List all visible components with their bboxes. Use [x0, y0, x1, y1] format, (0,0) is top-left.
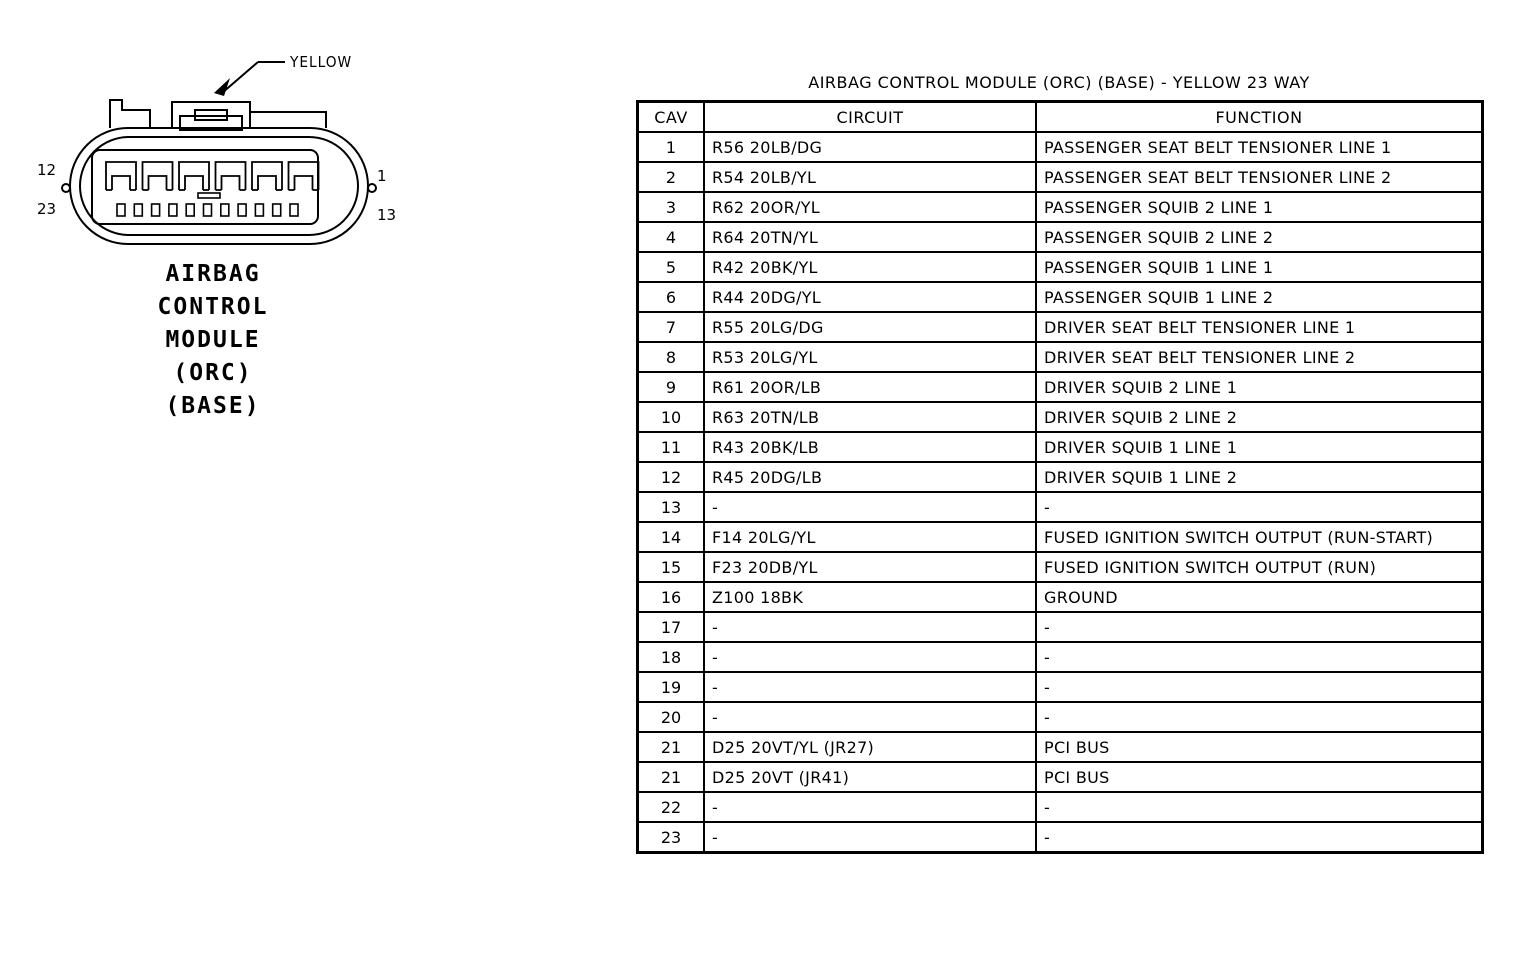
cell-function: PASSENGER SEAT BELT TENSIONER LINE 1 [1036, 132, 1482, 162]
cell-function: PASSENGER SQUIB 1 LINE 2 [1036, 282, 1482, 312]
top-cavity [216, 162, 246, 190]
bottom-cavity [204, 204, 212, 216]
callout-arrow-line [222, 62, 258, 93]
table-row [638, 822, 1482, 852]
top-cavity [252, 162, 282, 190]
module-name-line: AIRBAG [165, 261, 261, 287]
table-row [638, 192, 1482, 222]
housing-outer [70, 128, 368, 244]
table-row [638, 702, 1482, 732]
cell-circuit: R64 20TN/YL [704, 222, 1036, 252]
cell-circuit: R53 20LG/YL [704, 342, 1036, 372]
cell-circuit: R62 20OR/YL [704, 192, 1036, 222]
callout-label: YELLOW [290, 53, 353, 71]
cell-function: PASSENGER SQUIB 2 LINE 1 [1036, 192, 1482, 222]
cell-cav: 8 [638, 342, 704, 372]
cell-circuit: - [704, 792, 1036, 822]
table-row [638, 372, 1482, 402]
pin-label-1: 1 [377, 167, 387, 185]
table-row [638, 762, 1482, 792]
cell-function: DRIVER SQUIB 2 LINE 2 [1036, 402, 1482, 432]
cell-cav: 3 [638, 192, 704, 222]
bottom-cavity [255, 204, 263, 216]
top-cavity [179, 162, 209, 190]
table-row [638, 732, 1482, 762]
table-row [638, 612, 1482, 642]
table-header-row [638, 102, 1482, 132]
table-row [638, 792, 1482, 822]
cell-function: - [1036, 492, 1482, 522]
table-row [638, 522, 1482, 552]
table-row [638, 432, 1482, 462]
bottom-cavity [290, 204, 298, 216]
cell-cav: 18 [638, 642, 704, 672]
pin-label-13: 13 [377, 206, 397, 224]
cell-circuit: F23 20DB/YL [704, 552, 1036, 582]
table-row [638, 552, 1482, 582]
bottom-cavity [117, 204, 125, 216]
cell-circuit: R42 20BK/YL [704, 252, 1036, 282]
cell-function: - [1036, 672, 1482, 702]
header-cav: CAV [638, 102, 704, 132]
cell-circuit: - [704, 612, 1036, 642]
cell-cav: 4 [638, 222, 704, 252]
table-row [638, 582, 1482, 612]
cell-function: PASSENGER SQUIB 1 LINE 1 [1036, 252, 1482, 282]
housing-right-ledge [250, 112, 326, 128]
right-nub [368, 184, 376, 192]
left-nub [62, 184, 70, 192]
pin-label-23: 23 [37, 200, 57, 218]
cell-function: PASSENGER SQUIB 2 LINE 2 [1036, 222, 1482, 252]
bottom-cavity [169, 204, 177, 216]
table-row [638, 252, 1482, 282]
bottom-cavity [186, 204, 194, 216]
cell-circuit: - [704, 492, 1036, 522]
cell-circuit: R56 20LB/DG [704, 132, 1036, 162]
module-name-line: MODULE [165, 327, 261, 353]
pin-label-12: 12 [37, 161, 57, 179]
cell-circuit: R43 20BK/LB [704, 432, 1036, 462]
cell-cav: 22 [638, 792, 704, 822]
cell-circuit: R54 20LB/YL [704, 162, 1036, 192]
cell-cav: 13 [638, 492, 704, 522]
cell-function: - [1036, 792, 1482, 822]
top-cavity [106, 162, 136, 190]
cell-function: - [1036, 702, 1482, 732]
module-name-line: CONTROL [157, 294, 269, 320]
cell-circuit: F14 20LG/YL [704, 522, 1036, 552]
cell-cav: 21 [638, 732, 704, 762]
table-row [638, 282, 1482, 312]
cell-circuit: - [704, 642, 1036, 672]
cell-function: PCI BUS [1036, 762, 1482, 792]
cell-cav: 21 [638, 762, 704, 792]
table-row [638, 642, 1482, 672]
housing-left-ledge [110, 100, 150, 128]
cell-function: - [1036, 612, 1482, 642]
cell-circuit: D25 20VT/YL (JR27) [704, 732, 1036, 762]
header-circuit: CIRCUIT [704, 102, 1036, 132]
cell-circuit: R63 20TN/LB [704, 402, 1036, 432]
cell-function: DRIVER SQUIB 1 LINE 2 [1036, 462, 1482, 492]
table-row [638, 492, 1482, 522]
table-row [638, 222, 1482, 252]
cell-circuit: - [704, 672, 1036, 702]
cell-circuit: D25 20VT (JR41) [704, 762, 1036, 792]
cell-circuit: R45 20DG/LB [704, 462, 1036, 492]
table-row [638, 132, 1482, 162]
cell-cav: 11 [638, 432, 704, 462]
cell-function: DRIVER SQUIB 2 LINE 1 [1036, 372, 1482, 402]
polarizing-key [198, 193, 220, 198]
cell-circuit: - [704, 822, 1036, 852]
table-title: AIRBAG CONTROL MODULE (ORC) (BASE) - YELLOW 23 WAY [808, 73, 1310, 92]
bottom-cavity [152, 204, 160, 216]
cell-function: PCI BUS [1036, 732, 1482, 762]
bottom-cavity [221, 204, 229, 216]
table-row [638, 342, 1482, 372]
top-row-cavities [106, 162, 319, 190]
top-cavity [289, 162, 319, 190]
cell-function: GROUND [1036, 582, 1482, 612]
table-row [638, 462, 1482, 492]
cell-cav: 15 [638, 552, 704, 582]
cell-circuit: R44 20DG/YL [704, 282, 1036, 312]
cell-circuit: R55 20LG/DG [704, 312, 1036, 342]
cell-function: FUSED IGNITION SWITCH OUTPUT (RUN-START) [1036, 522, 1482, 552]
cell-function: DRIVER SQUIB 1 LINE 1 [1036, 432, 1482, 462]
top-cavity [143, 162, 173, 190]
cell-cav: 14 [638, 522, 704, 552]
cell-circuit: Z100 18BK [704, 582, 1036, 612]
bottom-cavity [134, 204, 142, 216]
connector-figure [0, 0, 600, 440]
cell-cav: 1 [638, 132, 704, 162]
module-name-line: (BASE) [165, 393, 261, 419]
table-row [638, 162, 1482, 192]
table-row [638, 402, 1482, 432]
cell-cav: 6 [638, 282, 704, 312]
table-row [638, 672, 1482, 702]
module-name [110, 258, 316, 423]
cell-cav: 9 [638, 372, 704, 402]
cell-function: FUSED IGNITION SWITCH OUTPUT (RUN) [1036, 552, 1482, 582]
cell-function: PASSENGER SEAT BELT TENSIONER LINE 2 [1036, 162, 1482, 192]
bottom-cavity [238, 204, 246, 216]
cell-function: - [1036, 822, 1482, 852]
cell-cav: 10 [638, 402, 704, 432]
header-function: FUNCTION [1036, 102, 1482, 132]
cell-function: - [1036, 642, 1482, 672]
bottom-row-cavities [117, 193, 298, 216]
cell-cav: 7 [638, 312, 704, 342]
cell-circuit: - [704, 702, 1036, 732]
cell-cav: 12 [638, 462, 704, 492]
cell-cav: 23 [638, 822, 704, 852]
cell-cav: 17 [638, 612, 704, 642]
cell-cav: 2 [638, 162, 704, 192]
table-row [638, 312, 1482, 342]
cell-cav: 5 [638, 252, 704, 282]
cell-circuit: R61 20OR/LB [704, 372, 1036, 402]
bottom-cavity [273, 204, 281, 216]
cell-function: DRIVER SEAT BELT TENSIONER LINE 1 [1036, 312, 1482, 342]
module-name-line: (ORC) [173, 360, 253, 386]
pinout-table [637, 101, 1483, 853]
cell-cav: 16 [638, 582, 704, 612]
cell-cav: 20 [638, 702, 704, 732]
cell-cav: 19 [638, 672, 704, 702]
cell-function: DRIVER SEAT BELT TENSIONER LINE 2 [1036, 342, 1482, 372]
